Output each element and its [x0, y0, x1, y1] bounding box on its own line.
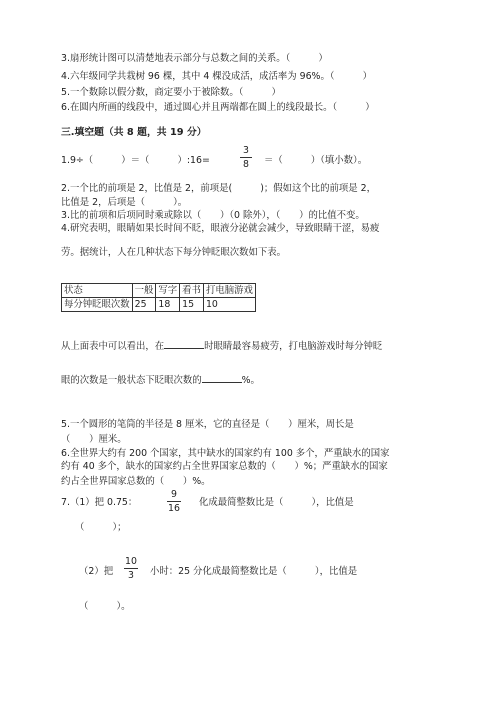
fill-question-2-line-2: 比值是 2，后项是（ ）。 [61, 197, 188, 208]
table-header-cell: 打电脑游戏 [203, 284, 255, 298]
answer-blank [202, 373, 242, 383]
fill-question-5-line-2: （ ）厘米。 [61, 434, 127, 445]
section-heading: 三.填空题（共 8 题，共 19 分） [61, 127, 207, 138]
fraction-denominator: 3 [128, 570, 134, 581]
fraction-numerator: 3 [243, 145, 249, 156]
fill-question-6-line-1: 6.全世界大约有 200 个国家，其中缺水的国家约有 100 多个，严重缺水的国家 [61, 448, 390, 459]
fill-question-4-paragraph-1 [61, 339, 382, 353]
table-row-label: 每分钟眨眼次数 [62, 298, 133, 312]
answer-blank [164, 339, 204, 349]
fraction-10-3 [124, 556, 138, 581]
blink-rate-table [61, 283, 256, 312]
fraction-bar [167, 501, 181, 502]
fill-question-1-part-b: ＝（ ）（填小数）。 [264, 155, 368, 166]
fill-question-7-part-2-a: （2）把 [79, 566, 114, 577]
table-cell: 18 [156, 298, 180, 312]
fill-question-7-part-2-b: 小时：25 分化成最简整数比是（ ），比值是 [150, 566, 358, 577]
fraction-9-16 [167, 489, 181, 514]
judge-question-5: 5.一个数除以假分数，商定要小于被除数。（ ） [61, 87, 281, 98]
fill-question-7-part-2-c: （ ）。 [79, 601, 131, 612]
fill-question-1-part-a: 1.9÷（ ）＝（ ）:16= [61, 155, 210, 166]
table-row [62, 298, 256, 312]
table-cell: 25 [132, 298, 156, 312]
fill-question-6-line-2: 约有 40 多个，缺水的国家约占全世界国家总数的（ ）%；严重缺水的国家 [61, 461, 388, 472]
table-header-cell: 状态 [62, 284, 133, 298]
fill-question-7-part-1-a: 7.（1）把 0.75： [61, 497, 138, 508]
table-cell: 15 [180, 298, 204, 312]
fraction-3-8 [240, 145, 252, 170]
judge-question-4: 4.六年级同学共栽树 96 棵，其中 4 棵没成活，成活率为 96%。（ ） [61, 71, 373, 82]
fill-question-7-part-1-b: 化成最简整数比是（ ），比值是 [199, 497, 354, 508]
fill-question-2-line-1: 2.一个比的前项是 2，比值是 2，前项是( )；假如这个比的前项是 2， [61, 183, 376, 194]
fraction-denominator: 8 [243, 159, 249, 170]
table-header-cell: 看书 [180, 284, 204, 298]
fill-question-4-line-1: 4.研究表明，眼睛如果长时间不眨，眼液分泌就会减少，导致眼睛干涩，易疲 [61, 223, 380, 234]
table-header-row [62, 284, 256, 298]
fill-question-6-line-3: 约占全世界国家总数的（ ）%。 [61, 476, 211, 487]
fill-question-7-part-1-c: （ ）； [75, 522, 127, 533]
paragraph-1-text-b: 时眼睛最容易疲劳，打电脑游戏时每分钟眨 [204, 341, 383, 352]
table-header-cell: 一般 [132, 284, 156, 298]
fill-question-3: 3.比的前项和后项同时乘或除以（ ）（0 除外），（ ）的比值不变。 [61, 210, 365, 221]
fraction-numerator: 10 [125, 556, 137, 567]
fill-question-4-line-2: 劳。据统计，人在几种状态下每分钟眨眼次数如下表。 [61, 247, 287, 258]
paragraph-2-text-a: 眼的次数是一般状态下眨眼次数的 [61, 375, 202, 386]
fraction-numerator: 9 [171, 489, 177, 500]
table-header-cell: 写字 [156, 284, 180, 298]
fraction-bar [124, 568, 138, 569]
judge-question-6: 6.在圆内所画的线段中，通过圆心并且两端都在圆上的线段最长。（ ） [61, 102, 375, 113]
judge-question-3: 3.扇形统计图可以清楚地表示部分与总数之间的关系。（ ） [61, 53, 328, 64]
paragraph-2-text-b: %。 [241, 375, 260, 386]
fill-question-5-line-1: 5.一个圆形的笔筒的半径是 8 厘米，它的直径是（ ）厘米，周长是 [61, 419, 354, 430]
fill-question-4-paragraph-2 [61, 373, 260, 387]
table-cell: 10 [203, 298, 255, 312]
paragraph-1-text-a: 从上面表中可以看出，在 [61, 341, 165, 352]
fraction-bar [240, 157, 252, 158]
fraction-denominator: 16 [168, 503, 180, 514]
